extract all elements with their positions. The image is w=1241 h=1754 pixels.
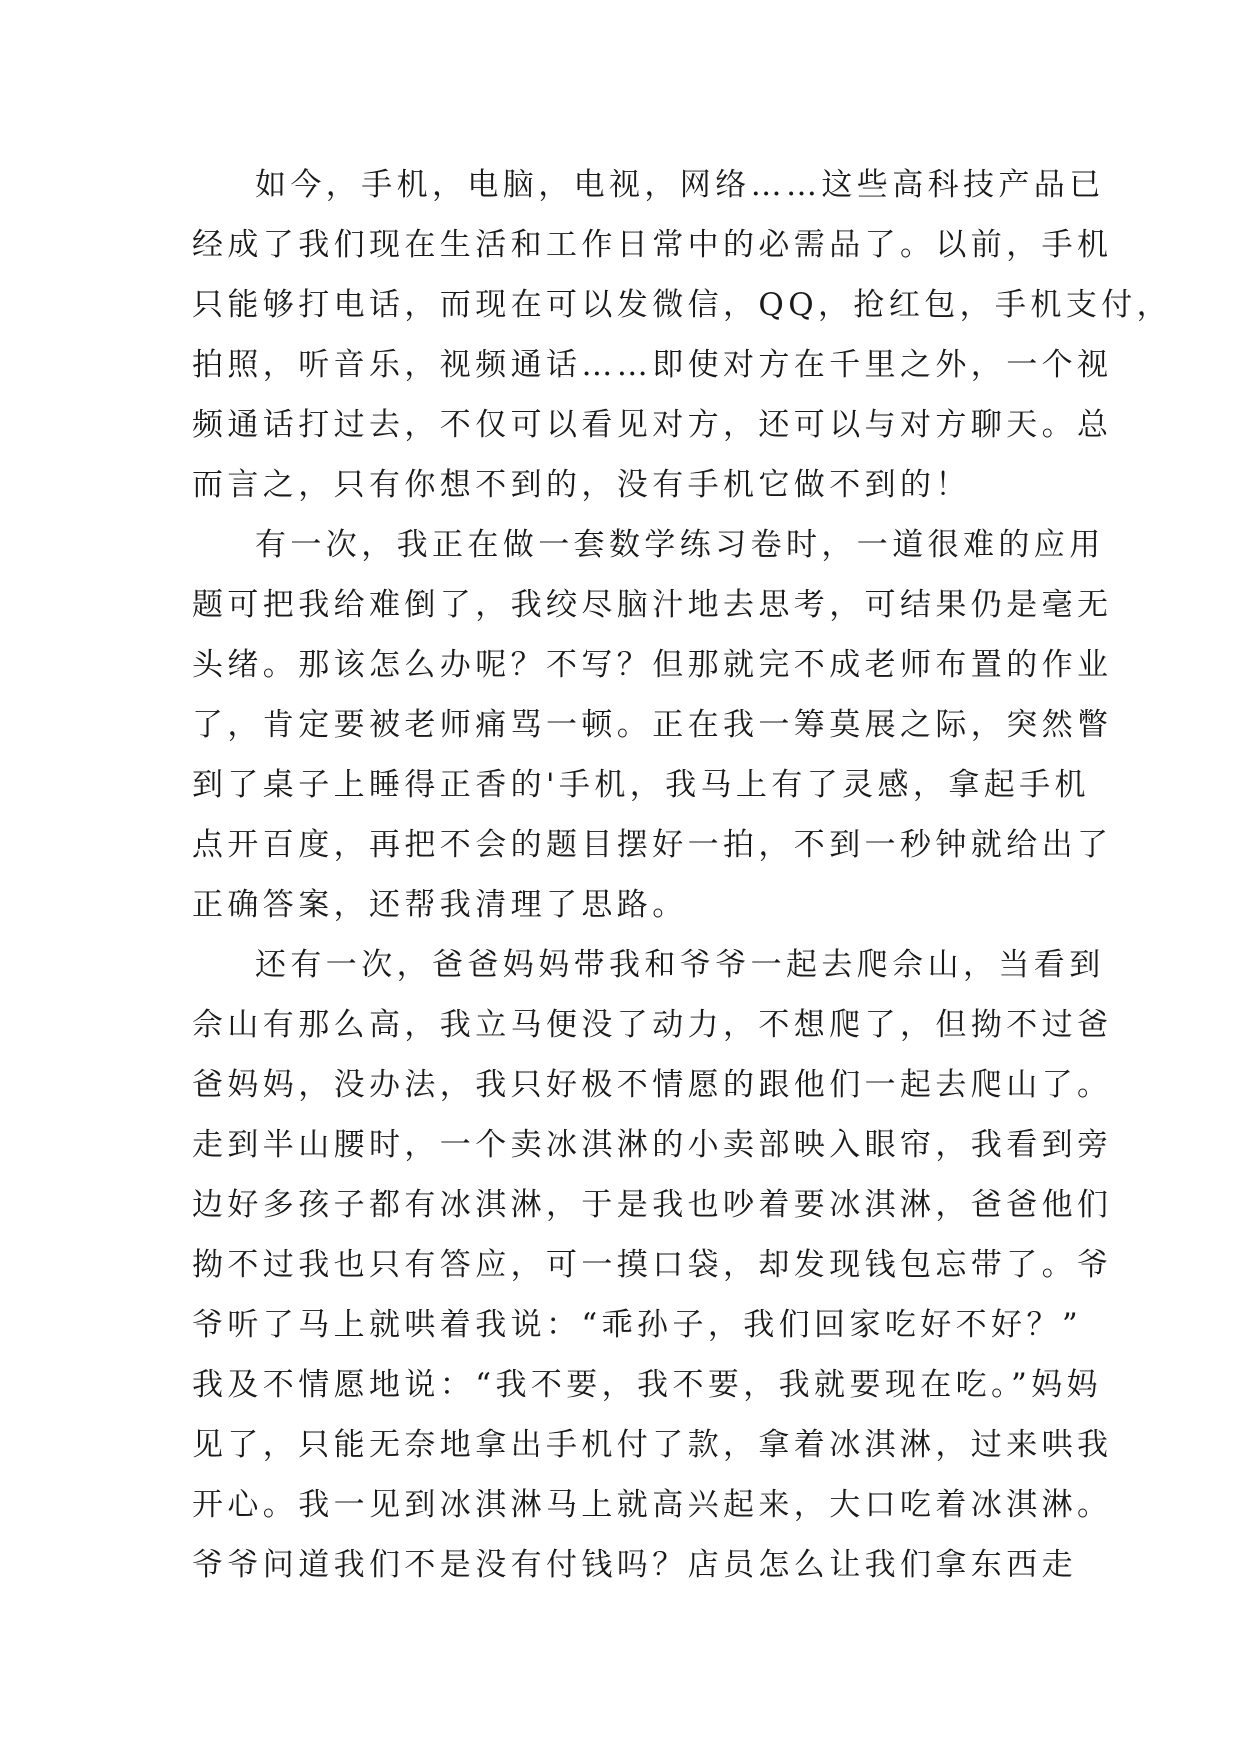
para3-line-9: 见了，只能无奈地拿出手机付了款，拿着冰淇淋，过来哄我 (192, 1427, 1113, 1463)
para3-line-2: 佘山有那么高，我立马便没了动力，不想爬了，但拗不过爸 (192, 1007, 1113, 1043)
para1-line-6: 而言之，只有你想不到的，没有手机它做不到的！ (192, 467, 971, 503)
para2-line-5: 到了桌子上睡得正香的'手机，我马上有了灵感，拿起手机 (192, 767, 1090, 803)
para1-line-2: 经成了我们现在生活和工作日常中的必需品了。以前，手机 (192, 227, 1113, 263)
para3-line-1: 还有一次，爸爸妈妈带我和爷爷一起去爬佘山，当看到 (255, 947, 1105, 983)
para1-line-3: 只能够打电话，而现在可以发微信，QQ，抢红包，手机支付， (192, 287, 1173, 323)
para3-line-8: 我及不情愿地说：“我不要，我不要，我就要现在吃。”妈妈 (192, 1367, 1102, 1403)
para2-line-6: 点开百度，再把不会的题目摆好一拍，不到一秒钟就给出了 (192, 827, 1113, 863)
para2-line-1: 有一次，我正在做一套数学练习卷时，一道很难的应用 (255, 527, 1105, 563)
para1-line-4: 拍照，听音乐，视频通话……即使对方在千里之外，一个视 (192, 347, 1113, 383)
para3-line-5: 边好多孩子都有冰淇淋，于是我也吵着要冰淇淋，爸爸他们 (192, 1187, 1113, 1223)
para2-line-7: 正确答案，还帮我清理了思路。 (192, 887, 688, 923)
para3-line-4: 走到半山腰时，一个卖冰淇淋的小卖部映入眼帘，我看到旁 (192, 1127, 1113, 1163)
para1-line-5: 频通话打过去，不仅可以看见对方，还可以与对方聊天。总 (192, 407, 1113, 443)
para3-line-7: 爷听了马上就哄着我说：“乖孙子，我们回家吃好不好？” (192, 1307, 1083, 1343)
para2-line-2: 题可把我给难倒了，我绞尽脑汁地去思考，可结果仍是毫无 (192, 587, 1113, 623)
para3-line-3: 爸妈妈，没办法，我只好极不情愿的跟他们一起去爬山了。 (192, 1067, 1113, 1103)
para1-line-1: 如今，手机，电脑，电视，网络……这些高科技产品已 (255, 167, 1105, 203)
para3-line-6: 拗不过我也只有答应，可一摸口袋，却发现钱包忘带了。爷 (192, 1247, 1113, 1283)
para2-line-3: 头绪。那该怎么办呢？不写？但那就完不成老师布置的作业 (192, 647, 1113, 683)
para3-line-10: 开心。我一见到冰淇淋马上就高兴起来，大口吃着冰淇淋。 (192, 1487, 1113, 1523)
para3-line-11: 爷爷问道我们不是没有付钱吗？店员怎么让我们拿东西走 (192, 1547, 1077, 1583)
para2-line-4: 了，肯定要被老师痛骂一顿。正在我一筹莫展之际，突然瞥 (192, 707, 1113, 743)
